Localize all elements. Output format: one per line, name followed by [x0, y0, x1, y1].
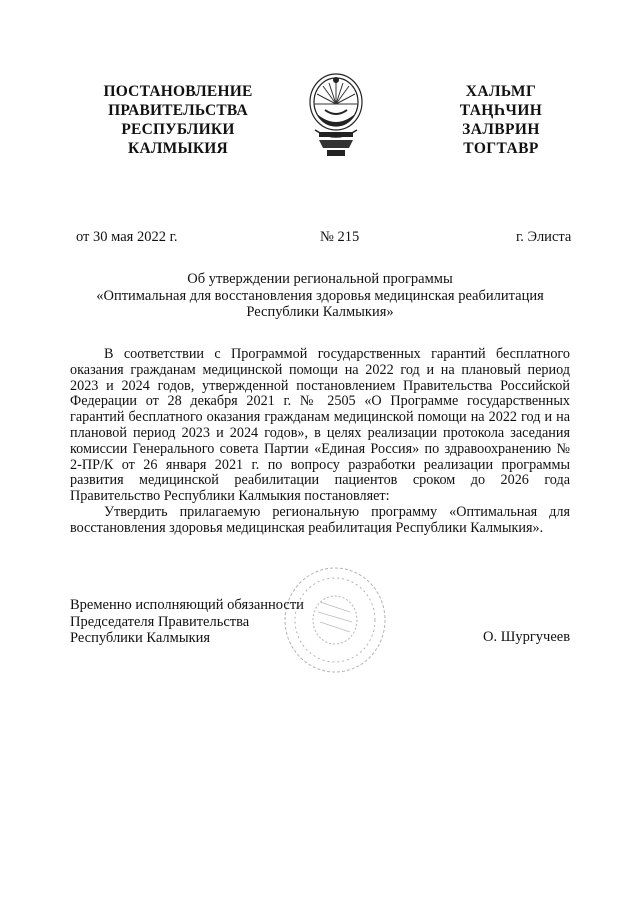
document-body [70, 347, 570, 537]
header-left-title [92, 82, 264, 158]
body-paragraph: Утвердить прилагаемую региональную программу «Оптимальная для восстановления здоровья медицинская реабилитация Республики Калмыкия». [70, 503, 570, 536]
header-right-line: ЗАЛВРИН [462, 121, 540, 138]
signatory-name: О. Шургучеев [483, 629, 571, 645]
document-title [70, 271, 570, 321]
document-number: № 215 [320, 229, 360, 245]
signatory-title-line: Председателя Правительства [70, 613, 250, 630]
body-paragraph: В соответствии с Программой государственных гарантий бесплатного оказания гражданам медицинской помощи на 2022 год и на плановый период 2023 и 2024 годов, утвержденной постановлением Правительства Российской Федерации от 28 декабря 2021 г. № 2505 «О Программе государственных гарантий бесплатного оказания гражданам медицинской помощи на 2022 год и на плановой период 2023 и 2024 годов», в целях реализации протокола заседания комиссии Генерального совета Партии «Единая Россия» по здравоохранению № 2-ПР/К от 26 января 2021 г. по вопросу разработки реализации программы развития медицинской реабилитации пациентов сроком до 2026 года Правительство Республики Калмыкия постановляет: [70, 346, 570, 505]
header-left-line: ПРАВИТЕЛЬСТВА [108, 102, 248, 119]
coat-of-arms-emblem-icon [305, 70, 367, 160]
header-left-line: ПОСТАНОВЛЕНИЕ [103, 83, 253, 100]
header-right-title [436, 82, 566, 158]
signatory-title-line: Временно исполняющий обязанности [70, 597, 304, 613]
signatory-title-line: Республики Калмыкия [70, 630, 211, 646]
document-city: г. Элиста [516, 229, 572, 245]
signature-block [70, 597, 304, 647]
header-left-line: РЕСПУБЛИКИ [121, 121, 235, 138]
header-left-line: КАЛМЫКИЯ [128, 140, 228, 157]
title-line: Республики Калмыкия» [246, 304, 394, 320]
header-right-line: ТОГТАВР [463, 140, 539, 157]
header-right-line: ТАҢҺЧИН [459, 102, 543, 119]
document-date: от 30 мая 2022 г. [76, 229, 178, 245]
header-right-line: ХАЛЬМГ [465, 83, 537, 100]
title-line: «Оптимальная для восстановления здоровья медицинская реабилитация [96, 287, 544, 304]
title-line: Об утверждении региональной программы [187, 271, 453, 287]
